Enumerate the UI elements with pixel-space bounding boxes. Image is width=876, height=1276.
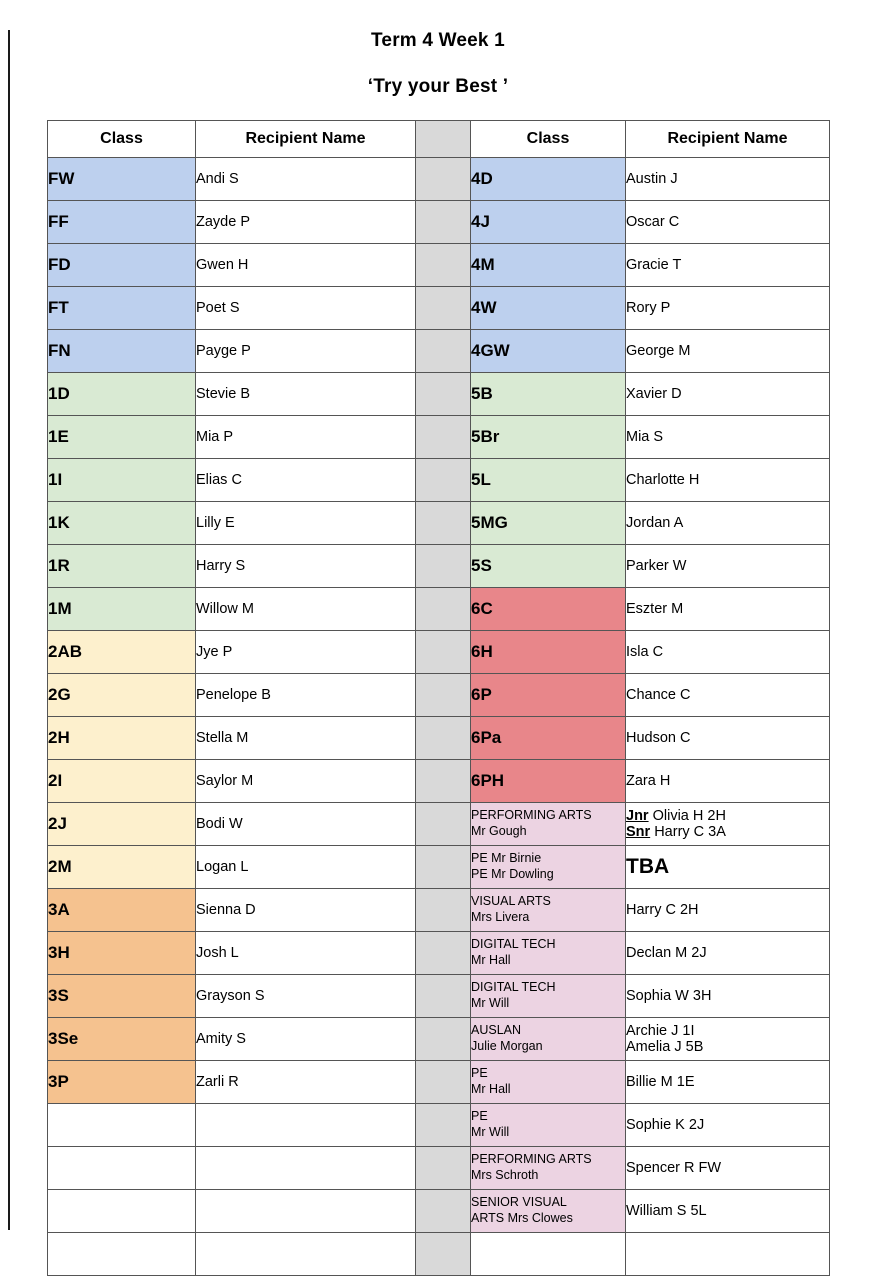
spacer-cell xyxy=(416,803,471,846)
recipient-cell: William S 5L xyxy=(626,1190,830,1233)
recipient-cell: Andi S xyxy=(196,158,416,201)
table-row xyxy=(48,803,830,846)
awards-table-body xyxy=(48,158,830,1276)
class-cell: 5B xyxy=(471,373,626,416)
table-row xyxy=(48,889,830,932)
specialist-subject-cell: PERFORMING ARTS Mrs Schroth xyxy=(471,1147,626,1190)
spacer-cell xyxy=(416,287,471,330)
recipient-cell: Harry C 2H xyxy=(626,889,830,932)
header-recipient-left: Recipient Name xyxy=(196,121,416,158)
table-row xyxy=(48,674,830,717)
table-row xyxy=(48,846,830,889)
recipient-cell-empty xyxy=(196,1233,416,1276)
class-cell: 4J xyxy=(471,201,626,244)
class-cell: 2I xyxy=(48,760,196,803)
recipient-cell: Josh L xyxy=(196,932,416,975)
spacer-cell xyxy=(416,889,471,932)
spacer-cell xyxy=(416,846,471,889)
recipient-cell: Chance C xyxy=(626,674,830,717)
recipient-cell: Zayde P xyxy=(196,201,416,244)
spacer-cell xyxy=(416,1061,471,1104)
recipient-cell: Charlotte H xyxy=(626,459,830,502)
recipient-cell-empty xyxy=(196,1147,416,1190)
recipient-cell: Mia P xyxy=(196,416,416,459)
table-row xyxy=(48,287,830,330)
recipient-cell: Hudson C xyxy=(626,717,830,760)
class-cell: 6PH xyxy=(471,760,626,803)
class-cell: FD xyxy=(48,244,196,287)
page-title: Term 4 Week 1 xyxy=(371,30,505,51)
recipient-cell: Gwen H xyxy=(196,244,416,287)
spacer-cell xyxy=(416,1147,471,1190)
spacer-cell xyxy=(416,674,471,717)
spacer-cell xyxy=(416,1233,471,1276)
document-page xyxy=(0,30,876,1230)
spacer-cell xyxy=(416,631,471,674)
recipient-cell: Zara H xyxy=(626,760,830,803)
table-row xyxy=(48,244,830,287)
table-row xyxy=(48,416,830,459)
recipient-cell: Jye P xyxy=(196,631,416,674)
class-cell: 5MG xyxy=(471,502,626,545)
table-row xyxy=(48,631,830,674)
recipient-cell: Sophia W 3H xyxy=(626,975,830,1018)
recipient-cell: Sienna D xyxy=(196,889,416,932)
class-cell: 2M xyxy=(48,846,196,889)
header-class-right: Class xyxy=(471,121,626,158)
recipient-cell: Logan L xyxy=(196,846,416,889)
class-cell: 5Br xyxy=(471,416,626,459)
specialist-subject-cell: DIGITAL TECH Mr Will xyxy=(471,975,626,1018)
spacer-cell xyxy=(416,416,471,459)
awards-table-wrapper xyxy=(47,120,829,1276)
header-class-left: Class xyxy=(48,121,196,158)
table-row xyxy=(48,760,830,803)
class-cell: 2H xyxy=(48,717,196,760)
header-recipient-right: Recipient Name xyxy=(626,121,830,158)
recipient-cell: TBA xyxy=(626,846,830,889)
recipient-cell: Zarli R xyxy=(196,1061,416,1104)
spacer-cell xyxy=(416,158,471,201)
spacer-cell xyxy=(416,330,471,373)
spacer-cell xyxy=(416,1104,471,1147)
table-row xyxy=(48,158,830,201)
class-cell: 1E xyxy=(48,416,196,459)
class-cell: 3S xyxy=(48,975,196,1018)
table-row xyxy=(48,1233,830,1276)
class-cell: 3P xyxy=(48,1061,196,1104)
class-cell: 6H xyxy=(471,631,626,674)
recipient-cell: Austin J xyxy=(626,158,830,201)
spacer-cell xyxy=(416,459,471,502)
recipient-cell: Gracie T xyxy=(626,244,830,287)
spacer-cell xyxy=(416,244,471,287)
specialist-subject-cell: PE Mr Birnie PE Mr Dowling xyxy=(471,846,626,889)
spacer-cell xyxy=(416,760,471,803)
recipient-cell: Mia S xyxy=(626,416,830,459)
class-cell-empty xyxy=(48,1147,196,1190)
table-row xyxy=(48,1104,830,1147)
specialist-subject-cell: SENIOR VISUAL ARTS Mrs Clowes xyxy=(471,1190,626,1233)
recipient-cell: George M xyxy=(626,330,830,373)
table-row xyxy=(48,1061,830,1104)
spacer-cell xyxy=(416,588,471,631)
recipient-cell: Payge P xyxy=(196,330,416,373)
table-row xyxy=(48,502,830,545)
table-header-row xyxy=(48,121,830,158)
spacer-cell xyxy=(416,502,471,545)
spacer-cell xyxy=(416,932,471,975)
awards-table xyxy=(47,120,830,1276)
header-spacer xyxy=(416,121,471,158)
recipient-cell: Jordan A xyxy=(626,502,830,545)
recipient-cell: Declan M 2J xyxy=(626,932,830,975)
class-cell: 2AB xyxy=(48,631,196,674)
recipient-cell: Jnr Olivia H 2H Snr Harry C 3A xyxy=(626,803,830,846)
spacer-cell xyxy=(416,1018,471,1061)
recipient-cell: Willow M xyxy=(196,588,416,631)
table-row xyxy=(48,932,830,975)
specialist-subject-cell: PE Mr Will xyxy=(471,1104,626,1147)
table-row xyxy=(48,1018,830,1061)
class-cell: FW xyxy=(48,158,196,201)
class-cell: FN xyxy=(48,330,196,373)
table-row xyxy=(48,1190,830,1233)
page-left-margin-rule xyxy=(8,30,10,1230)
class-cell: 5S xyxy=(471,545,626,588)
class-cell-empty xyxy=(48,1190,196,1233)
class-cell: 2J xyxy=(48,803,196,846)
page-subtitle: ‘Try your Best ’ xyxy=(367,76,509,97)
recipient-cell: Harry S xyxy=(196,545,416,588)
recipient-cell: Xavier D xyxy=(626,373,830,416)
class-cell-empty xyxy=(471,1233,626,1276)
class-cell: 3H xyxy=(48,932,196,975)
recipient-cell: Sophie K 2J xyxy=(626,1104,830,1147)
class-cell: 3Se xyxy=(48,1018,196,1061)
class-cell: 3A xyxy=(48,889,196,932)
recipient-cell: Grayson S xyxy=(196,975,416,1018)
class-cell: 6C xyxy=(471,588,626,631)
table-row xyxy=(48,545,830,588)
recipient-cell: Eszter M xyxy=(626,588,830,631)
recipient-cell: Parker W xyxy=(626,545,830,588)
table-row xyxy=(48,201,830,244)
spacer-cell xyxy=(416,975,471,1018)
recipient-cell: Lilly E xyxy=(196,502,416,545)
class-cell: 5L xyxy=(471,459,626,502)
recipient-cell: Stella M xyxy=(196,717,416,760)
table-row xyxy=(48,459,830,502)
spacer-cell xyxy=(416,373,471,416)
table-row xyxy=(48,330,830,373)
class-cell: 1R xyxy=(48,545,196,588)
class-cell: 6P xyxy=(471,674,626,717)
recipient-cell: Stevie B xyxy=(196,373,416,416)
table-row xyxy=(48,588,830,631)
specialist-subject-cell: PERFORMING ARTS Mr Gough xyxy=(471,803,626,846)
class-cell: 1I xyxy=(48,459,196,502)
table-row xyxy=(48,717,830,760)
recipient-cell: Saylor M xyxy=(196,760,416,803)
table-row xyxy=(48,975,830,1018)
class-cell: FT xyxy=(48,287,196,330)
recipient-cell-empty xyxy=(196,1104,416,1147)
class-cell: 4M xyxy=(471,244,626,287)
class-cell: FF xyxy=(48,201,196,244)
spacer-cell xyxy=(416,717,471,760)
spacer-cell xyxy=(416,1190,471,1233)
table-row xyxy=(48,1147,830,1190)
spacer-cell xyxy=(416,545,471,588)
spacer-cell xyxy=(416,201,471,244)
class-cell-empty xyxy=(48,1233,196,1276)
recipient-cell: Elias C xyxy=(196,459,416,502)
recipient-cell: Billie M 1E xyxy=(626,1061,830,1104)
recipient-cell-empty xyxy=(196,1190,416,1233)
recipient-cell: Archie J 1I Amelia J 5B xyxy=(626,1018,830,1061)
class-cell: 2G xyxy=(48,674,196,717)
specialist-subject-cell: PE Mr Hall xyxy=(471,1061,626,1104)
recipient-cell: Bodi W xyxy=(196,803,416,846)
class-cell: 4GW xyxy=(471,330,626,373)
recipient-cell: Spencer R FW xyxy=(626,1147,830,1190)
recipient-cell: Isla C xyxy=(626,631,830,674)
recipient-cell: Penelope B xyxy=(196,674,416,717)
specialist-subject-cell: AUSLAN Julie Morgan xyxy=(471,1018,626,1061)
recipient-cell-empty xyxy=(626,1233,830,1276)
class-cell: 1K xyxy=(48,502,196,545)
class-cell: 1M xyxy=(48,588,196,631)
class-cell: 1D xyxy=(48,373,196,416)
specialist-subject-cell: DIGITAL TECH Mr Hall xyxy=(471,932,626,975)
recipient-cell: Amity S xyxy=(196,1018,416,1061)
table-row xyxy=(48,373,830,416)
recipient-cell: Oscar C xyxy=(626,201,830,244)
class-cell: 4D xyxy=(471,158,626,201)
class-cell: 4W xyxy=(471,287,626,330)
recipient-cell: Rory P xyxy=(626,287,830,330)
class-cell: 6Pa xyxy=(471,717,626,760)
specialist-subject-cell: VISUAL ARTS Mrs Livera xyxy=(471,889,626,932)
class-cell-empty xyxy=(48,1104,196,1147)
recipient-cell: Poet S xyxy=(196,287,416,330)
